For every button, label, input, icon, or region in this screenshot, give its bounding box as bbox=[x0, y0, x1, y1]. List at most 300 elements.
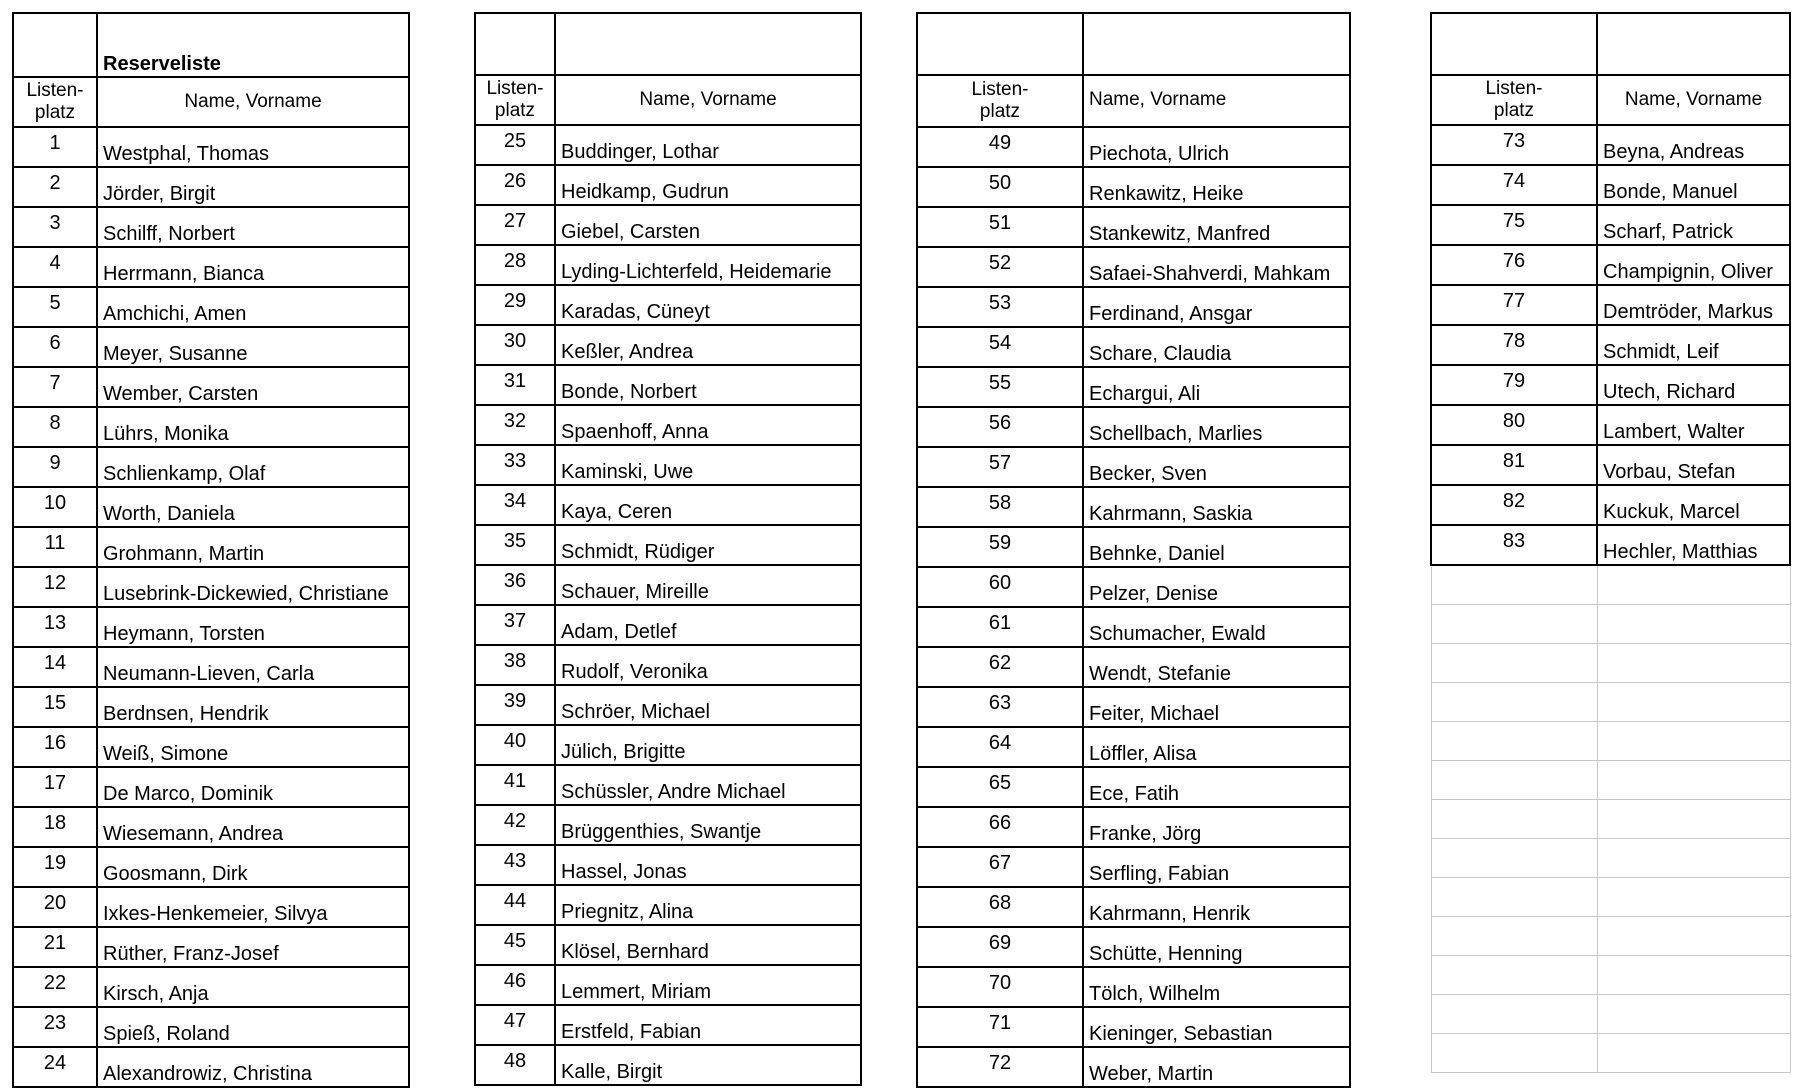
list-rank: 16 bbox=[13, 727, 97, 767]
list-name: Bonde, Norbert bbox=[555, 365, 861, 405]
list-rank: 10 bbox=[13, 487, 97, 527]
list-rank: 3 bbox=[13, 207, 97, 247]
table-row bbox=[475, 645, 861, 685]
list-rank: 34 bbox=[475, 485, 555, 525]
list-column-4 bbox=[1430, 12, 1791, 1073]
list-name: Neumann-Lieven, Carla bbox=[97, 647, 409, 687]
list-name: Schröer, Michael bbox=[555, 685, 861, 725]
list-name: Herrmann, Bianca bbox=[97, 247, 409, 287]
table-row bbox=[475, 805, 861, 845]
list-rank: 60 bbox=[917, 567, 1083, 607]
list-name: Alexandrowiz, Christina bbox=[97, 1047, 409, 1087]
list-rank: 82 bbox=[1431, 485, 1597, 525]
rank-header: Listen- platz bbox=[1431, 75, 1597, 125]
list-name: Schellbach, Marlies bbox=[1083, 407, 1350, 447]
table-row bbox=[13, 1047, 409, 1087]
list-rank: 9 bbox=[13, 447, 97, 487]
list-rank: 8 bbox=[13, 407, 97, 447]
list-name: Safaei-Shahverdi, Mahkam bbox=[1083, 247, 1350, 287]
list-rank: 14 bbox=[13, 647, 97, 687]
empty-row bbox=[1431, 565, 1790, 605]
list-rank: 26 bbox=[475, 165, 555, 205]
empty-cell bbox=[1597, 683, 1790, 722]
page-title: Reserveliste bbox=[97, 13, 409, 77]
list-rank: 2 bbox=[13, 167, 97, 207]
list-name: Schare, Claudia bbox=[1083, 327, 1350, 367]
list-rank: 22 bbox=[13, 967, 97, 1007]
list-rank: 73 bbox=[1431, 125, 1597, 165]
empty-row bbox=[1431, 800, 1790, 839]
list-rank: 79 bbox=[1431, 365, 1597, 405]
table-row bbox=[13, 727, 409, 767]
name-header: Name, Vorname bbox=[1597, 75, 1790, 125]
table-row bbox=[1431, 405, 1790, 445]
table-row bbox=[917, 447, 1350, 487]
list-rank: 83 bbox=[1431, 525, 1597, 565]
empty-cell bbox=[1431, 722, 1597, 761]
list-rank: 53 bbox=[917, 287, 1083, 327]
list-rank: 56 bbox=[917, 407, 1083, 447]
list-rank: 28 bbox=[475, 245, 555, 285]
rank-header: Listen- platz bbox=[475, 75, 555, 125]
list-name: Kaminski, Uwe bbox=[555, 445, 861, 485]
list-name: Piechota, Ulrich bbox=[1083, 127, 1350, 167]
list-name: Wember, Carsten bbox=[97, 367, 409, 407]
table-row bbox=[917, 287, 1350, 327]
table-row bbox=[475, 325, 861, 365]
table-row bbox=[917, 1047, 1350, 1087]
table-row bbox=[917, 327, 1350, 367]
list-rank: 58 bbox=[917, 487, 1083, 527]
list-name: Rudolf, Veronika bbox=[555, 645, 861, 685]
table-row bbox=[1431, 365, 1790, 405]
list-rank: 36 bbox=[475, 565, 555, 605]
table-row bbox=[13, 167, 409, 207]
list-rank: 71 bbox=[917, 1007, 1083, 1047]
table-row bbox=[13, 447, 409, 487]
list-name: Amchichi, Amen bbox=[97, 287, 409, 327]
list-rank: 55 bbox=[917, 367, 1083, 407]
list-rank: 54 bbox=[917, 327, 1083, 367]
empty-cell bbox=[1431, 839, 1597, 878]
list-rank: 25 bbox=[475, 125, 555, 165]
list-name: Kirsch, Anja bbox=[97, 967, 409, 1007]
list-name: Schütte, Henning bbox=[1083, 927, 1350, 967]
list-name: Lemmert, Miriam bbox=[555, 965, 861, 1005]
list-name: Jörder, Birgit bbox=[97, 167, 409, 207]
empty-cell bbox=[1597, 761, 1790, 800]
empty-row bbox=[1431, 644, 1790, 683]
empty-row bbox=[1431, 878, 1790, 917]
list-name: Jülich, Brigitte bbox=[555, 725, 861, 765]
table-row bbox=[917, 407, 1350, 447]
empty-cell bbox=[1597, 956, 1790, 995]
list-name: Hechler, Matthias bbox=[1597, 525, 1790, 565]
table-row bbox=[13, 1007, 409, 1047]
table-row bbox=[475, 965, 861, 1005]
table-row bbox=[475, 205, 861, 245]
table-row bbox=[475, 445, 861, 485]
list-rank: 52 bbox=[917, 247, 1083, 287]
table-row bbox=[1431, 285, 1790, 325]
list-rank: 43 bbox=[475, 845, 555, 885]
table-row bbox=[13, 767, 409, 807]
name-header: Name, Vorname bbox=[1083, 75, 1350, 127]
empty-cell bbox=[1597, 722, 1790, 761]
list-name: Behnke, Daniel bbox=[1083, 527, 1350, 567]
list-name: Westphal, Thomas bbox=[97, 127, 409, 167]
list-column-3 bbox=[916, 12, 1351, 1088]
table-row bbox=[1431, 125, 1790, 165]
list-name: Goosmann, Dirk bbox=[97, 847, 409, 887]
table-row bbox=[475, 1045, 861, 1085]
empty-row bbox=[1431, 1034, 1790, 1073]
table-row bbox=[475, 925, 861, 965]
list-rank: 29 bbox=[475, 285, 555, 325]
table-row bbox=[1431, 165, 1790, 205]
list-name: Becker, Sven bbox=[1083, 447, 1350, 487]
list-name: Giebel, Carsten bbox=[555, 205, 861, 245]
list-rank: 41 bbox=[475, 765, 555, 805]
list-name: De Marco, Dominik bbox=[97, 767, 409, 807]
empty-cell bbox=[1597, 995, 1790, 1034]
list-rank: 1 bbox=[13, 127, 97, 167]
empty-row bbox=[1431, 917, 1790, 956]
empty-cell bbox=[1597, 917, 1790, 956]
list-name: Kahrmann, Saskia bbox=[1083, 487, 1350, 527]
table-row bbox=[13, 687, 409, 727]
empty-cell bbox=[1597, 605, 1790, 644]
list-rank: 74 bbox=[1431, 165, 1597, 205]
list-column-2 bbox=[474, 12, 862, 1086]
list-name: Schmidt, Leif bbox=[1597, 325, 1790, 365]
table-row bbox=[917, 607, 1350, 647]
table-row bbox=[1431, 245, 1790, 285]
list-name: Heymann, Torsten bbox=[97, 607, 409, 647]
table-row bbox=[1431, 485, 1790, 525]
table-row bbox=[13, 887, 409, 927]
list-rank: 23 bbox=[13, 1007, 97, 1047]
list-name: Kahrmann, Henrik bbox=[1083, 887, 1350, 927]
list-rank: 62 bbox=[917, 647, 1083, 687]
list-rank: 15 bbox=[13, 687, 97, 727]
empty-row bbox=[1431, 839, 1790, 878]
list-name: Schumacher, Ewald bbox=[1083, 607, 1350, 647]
list-name: Meyer, Susanne bbox=[97, 327, 409, 367]
empty-row bbox=[1431, 761, 1790, 800]
list-name: Feiter, Michael bbox=[1083, 687, 1350, 727]
table-row bbox=[917, 487, 1350, 527]
list-name: Lührs, Monika bbox=[97, 407, 409, 447]
table-row bbox=[475, 845, 861, 885]
table-row bbox=[475, 565, 861, 605]
empty-row bbox=[1431, 956, 1790, 995]
list-name: Rüther, Franz-Josef bbox=[97, 927, 409, 967]
list-rank: 13 bbox=[13, 607, 97, 647]
empty-cell bbox=[1431, 1034, 1597, 1073]
title-blank-cell bbox=[555, 13, 861, 75]
list-name: Ece, Fatih bbox=[1083, 767, 1350, 807]
list-rank: 70 bbox=[917, 967, 1083, 1007]
list-rank: 48 bbox=[475, 1045, 555, 1085]
table-row bbox=[13, 567, 409, 607]
empty-row bbox=[1431, 722, 1790, 761]
list-name: Bonde, Manuel bbox=[1597, 165, 1790, 205]
list-name: Priegnitz, Alina bbox=[555, 885, 861, 925]
list-name: Scharf, Patrick bbox=[1597, 205, 1790, 245]
list-rank: 42 bbox=[475, 805, 555, 845]
table-row bbox=[917, 167, 1350, 207]
list-rank: 31 bbox=[475, 365, 555, 405]
list-rank: 21 bbox=[13, 927, 97, 967]
list-name: Pelzer, Denise bbox=[1083, 567, 1350, 607]
list-rank: 12 bbox=[13, 567, 97, 607]
list-rank: 50 bbox=[917, 167, 1083, 207]
list-rank: 51 bbox=[917, 207, 1083, 247]
list-rank: 61 bbox=[917, 607, 1083, 647]
list-rank: 11 bbox=[13, 527, 97, 567]
empty-cell bbox=[1431, 565, 1597, 605]
list-rank: 39 bbox=[475, 685, 555, 725]
empty-cell bbox=[1431, 995, 1597, 1034]
list-rank: 49 bbox=[917, 127, 1083, 167]
table-row bbox=[13, 247, 409, 287]
empty-cell bbox=[1431, 800, 1597, 839]
table-row bbox=[13, 847, 409, 887]
list-rank: 72 bbox=[917, 1047, 1083, 1087]
empty-cell bbox=[1597, 878, 1790, 917]
list-rank: 27 bbox=[475, 205, 555, 245]
list-rank: 59 bbox=[917, 527, 1083, 567]
table-row bbox=[475, 365, 861, 405]
table-row bbox=[13, 327, 409, 367]
list-rank: 80 bbox=[1431, 405, 1597, 445]
list-name: Erstfeld, Fabian bbox=[555, 1005, 861, 1045]
list-name: Hassel, Jonas bbox=[555, 845, 861, 885]
list-name: Stankewitz, Manfred bbox=[1083, 207, 1350, 247]
list-rank: 5 bbox=[13, 287, 97, 327]
list-name: Tölch, Wilhelm bbox=[1083, 967, 1350, 1007]
list-name: Kaya, Ceren bbox=[555, 485, 861, 525]
list-name: Schlienkamp, Olaf bbox=[97, 447, 409, 487]
list-rank: 4 bbox=[13, 247, 97, 287]
rank-header: Listen- platz bbox=[917, 75, 1083, 127]
table-row bbox=[13, 647, 409, 687]
empty-cell bbox=[1597, 839, 1790, 878]
list-name: Brüggenthies, Swantje bbox=[555, 805, 861, 845]
list-name: Klösel, Bernhard bbox=[555, 925, 861, 965]
name-header: Name, Vorname bbox=[97, 77, 409, 127]
table-row bbox=[917, 967, 1350, 1007]
list-column-1 bbox=[12, 12, 410, 1088]
list-name: Karadas, Cüneyt bbox=[555, 285, 861, 325]
table-row bbox=[13, 487, 409, 527]
table-row bbox=[475, 685, 861, 725]
table-row bbox=[917, 207, 1350, 247]
list-rank: 68 bbox=[917, 887, 1083, 927]
table-row bbox=[917, 367, 1350, 407]
empty-cell bbox=[1597, 800, 1790, 839]
list-rank: 46 bbox=[475, 965, 555, 1005]
list-name: Beyna, Andreas bbox=[1597, 125, 1790, 165]
title-blank-cell bbox=[475, 13, 555, 75]
list-name: Spieß, Roland bbox=[97, 1007, 409, 1047]
list-name: Berdnsen, Hendrik bbox=[97, 687, 409, 727]
list-rank: 37 bbox=[475, 605, 555, 645]
table-row bbox=[13, 127, 409, 167]
list-rank: 20 bbox=[13, 887, 97, 927]
table-row bbox=[917, 247, 1350, 287]
empty-row bbox=[1431, 995, 1790, 1034]
list-rank: 35 bbox=[475, 525, 555, 565]
table-row bbox=[13, 527, 409, 567]
table-row bbox=[475, 405, 861, 445]
table-row bbox=[917, 1007, 1350, 1047]
table-row bbox=[475, 125, 861, 165]
list-name: Wiesemann, Andrea bbox=[97, 807, 409, 847]
table-row bbox=[917, 847, 1350, 887]
list-name: Franke, Jörg bbox=[1083, 807, 1350, 847]
table-row bbox=[917, 127, 1350, 167]
list-rank: 6 bbox=[13, 327, 97, 367]
list-rank: 77 bbox=[1431, 285, 1597, 325]
table-row bbox=[13, 807, 409, 847]
table-row bbox=[475, 605, 861, 645]
table-row bbox=[475, 1005, 861, 1045]
list-rank: 38 bbox=[475, 645, 555, 685]
list-rank: 30 bbox=[475, 325, 555, 365]
empty-cell bbox=[1431, 761, 1597, 800]
list-name: Ferdinand, Ansgar bbox=[1083, 287, 1350, 327]
list-rank: 24 bbox=[13, 1047, 97, 1087]
empty-cell bbox=[1597, 565, 1790, 605]
table-row bbox=[917, 887, 1350, 927]
table-row bbox=[917, 727, 1350, 767]
table-row bbox=[917, 807, 1350, 847]
table-row bbox=[475, 165, 861, 205]
name-header: Name, Vorname bbox=[555, 75, 861, 125]
list-name: Lambert, Walter bbox=[1597, 405, 1790, 445]
list-name: Adam, Detlef bbox=[555, 605, 861, 645]
title-blank-cell bbox=[917, 13, 1083, 75]
list-name: Schauer, Mireille bbox=[555, 565, 861, 605]
list-rank: 69 bbox=[917, 927, 1083, 967]
list-rank: 45 bbox=[475, 925, 555, 965]
table-row bbox=[13, 287, 409, 327]
list-name: Spaenhoff, Anna bbox=[555, 405, 861, 445]
empty-cell bbox=[1431, 878, 1597, 917]
empty-cell bbox=[1431, 644, 1597, 683]
list-rank: 67 bbox=[917, 847, 1083, 887]
table-row bbox=[475, 525, 861, 565]
list-name: Lusebrink-Dickewied, Christiane bbox=[97, 567, 409, 607]
list-name: Löffler, Alisa bbox=[1083, 727, 1350, 767]
table-row bbox=[475, 245, 861, 285]
list-name: Worth, Daniela bbox=[97, 487, 409, 527]
table-row bbox=[917, 687, 1350, 727]
table-row bbox=[475, 485, 861, 525]
empty-cell bbox=[1597, 644, 1790, 683]
table-row bbox=[475, 885, 861, 925]
list-rank: 81 bbox=[1431, 445, 1597, 485]
title-blank-cell bbox=[1431, 13, 1597, 75]
list-rank: 7 bbox=[13, 367, 97, 407]
list-rank: 64 bbox=[917, 727, 1083, 767]
table-row bbox=[917, 567, 1350, 607]
rank-header: Listen- platz bbox=[13, 77, 97, 127]
table-row bbox=[1431, 205, 1790, 245]
list-rank: 44 bbox=[475, 885, 555, 925]
empty-row bbox=[1431, 605, 1790, 644]
list-rank: 63 bbox=[917, 687, 1083, 727]
list-name: Keßler, Andrea bbox=[555, 325, 861, 365]
empty-cell bbox=[1431, 683, 1597, 722]
list-rank: 76 bbox=[1431, 245, 1597, 285]
list-name: Kuckuk, Marcel bbox=[1597, 485, 1790, 525]
table-row bbox=[475, 765, 861, 805]
list-name: Ixkes-Henkemeier, Silvya bbox=[97, 887, 409, 927]
empty-cell bbox=[1431, 605, 1597, 644]
list-rank: 32 bbox=[475, 405, 555, 445]
list-name: Schüssler, Andre Michael bbox=[555, 765, 861, 805]
list-name: Utech, Richard bbox=[1597, 365, 1790, 405]
list-name: Schilff, Norbert bbox=[97, 207, 409, 247]
list-rank: 66 bbox=[917, 807, 1083, 847]
list-rank: 57 bbox=[917, 447, 1083, 487]
list-rank: 65 bbox=[917, 767, 1083, 807]
list-name: Kalle, Birgit bbox=[555, 1045, 861, 1085]
list-name: Schmidt, Rüdiger bbox=[555, 525, 861, 565]
list-rank: 47 bbox=[475, 1005, 555, 1045]
table-row bbox=[13, 927, 409, 967]
empty-cell bbox=[1431, 956, 1597, 995]
list-name: Heidkamp, Gudrun bbox=[555, 165, 861, 205]
table-row bbox=[917, 527, 1350, 567]
list-name: Kieninger, Sebastian bbox=[1083, 1007, 1350, 1047]
list-name: Echargui, Ali bbox=[1083, 367, 1350, 407]
list-name: Buddinger, Lothar bbox=[555, 125, 861, 165]
list-rank: 17 bbox=[13, 767, 97, 807]
list-name: Serfling, Fabian bbox=[1083, 847, 1350, 887]
table-row bbox=[13, 407, 409, 447]
table-row bbox=[13, 967, 409, 1007]
list-name: Champignin, Oliver bbox=[1597, 245, 1790, 285]
list-rank: 75 bbox=[1431, 205, 1597, 245]
table-row bbox=[13, 607, 409, 647]
empty-cell bbox=[1431, 917, 1597, 956]
title-blank-cell bbox=[1083, 13, 1350, 75]
empty-row bbox=[1431, 683, 1790, 722]
list-name: Wendt, Stefanie bbox=[1083, 647, 1350, 687]
table-row bbox=[1431, 325, 1790, 365]
table-row bbox=[13, 367, 409, 407]
list-rank: 40 bbox=[475, 725, 555, 765]
list-rank: 19 bbox=[13, 847, 97, 887]
list-name: Weiß, Simone bbox=[97, 727, 409, 767]
empty-cell bbox=[1597, 1034, 1790, 1073]
table-row bbox=[917, 647, 1350, 687]
list-name: Lyding-Lichterfeld, Heidemarie bbox=[555, 245, 861, 285]
list-name: Demtröder, Markus bbox=[1597, 285, 1790, 325]
list-name: Grohmann, Martin bbox=[97, 527, 409, 567]
list-name: Weber, Martin bbox=[1083, 1047, 1350, 1087]
list-name: Renkawitz, Heike bbox=[1083, 167, 1350, 207]
title-blank-cell bbox=[1597, 13, 1790, 75]
list-rank: 33 bbox=[475, 445, 555, 485]
title-blank-cell bbox=[13, 13, 97, 77]
table-row bbox=[475, 725, 861, 765]
table-row bbox=[13, 207, 409, 247]
